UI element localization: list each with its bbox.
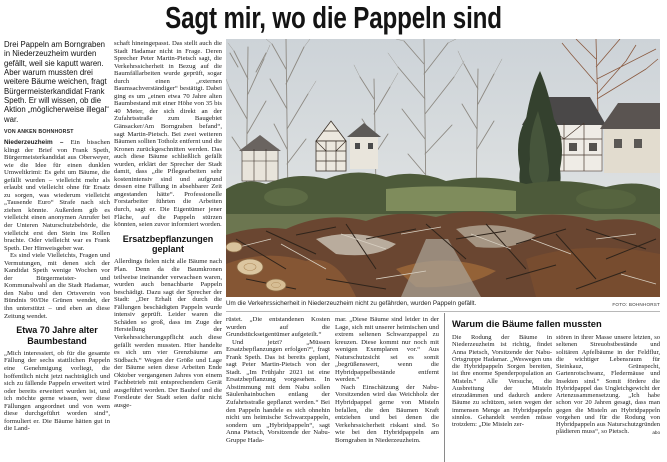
photo-credit: FOTO: BOHNHORST — [612, 302, 660, 307]
paragraph: Nach Einschätzung der Nabu-Vorsitzenden wird das Weichholz der Hybridpappel gerne von Misteln befallen, die den Bäumen Kraft entziehen und bei denen die Verkehrssicherheit riskant sind. So wie bei den Hybridpappeln am Borngraben in Niederzeuzheim. — [335, 383, 439, 444]
photo-caption: Um die Verkehrssicherheit in Niederzeuzheim nicht zu gefährden, wurden Pappeln gefällt. — [226, 300, 477, 307]
info-box-column-2 — [556, 334, 660, 462]
paragraph: schaft hineingepasst. Das stellt auch die Stadt Hadamar nicht in Frage. Deren Sprecher Peter Martin-Pietsch sagt, die Verkehrssicherheit in Bezug auf die Baumfällarbeiten wurde geprüft, sogar durch einen „externen Baumsachverständiger“ bestätigt. Dabei ging es um „einen etwa 70 Jahre alten Baumbestand mit einer Höhe von 35 bis 40 Meter, der sich direkt an der Zufahrtsstraße zum Baugebiet Gänsacker/Am Borngraben befand“, sagt Martin-Pietsch. Bei zwei weiteren Bäumen sollten Totholz entfernt und die Kronen zurückgeschnitten werden. Das auch diese Bäume schließlich gefällt wurden, erklärt der Sprecher der Stadt damit, dass „die Pflegearbeiten sehr kostenintensiv sind und aufgrund dessen eine Fällung in absehbarer Zeit angestanden hätte“. Professionelle Forstarbeiter führten die Arbeiten durch, sagt er. Die Eigentümer jener Fläche, auf die Pappeln stürzen könnten, seien zuvor informiert worden. — [114, 40, 222, 229]
byline: VON ANKEN BOHNHORST — [4, 129, 74, 135]
paragraph: Und jetzt? „Müssen Ersatzbepflanzungen erfolgen?“, fragt Frank Speth. Das ist bereits geplant, sagt Peter Martin-Pietsch von der Stadt. „Im Frühjahr 2021 ist eine Ersatzbepflanzung vorgesehen. In Abstimmung mit dem Nabu sollen Säulenhainbuchen entlang der Zufahrtsstraße gepflanzt werden.“ Bei den Pappeln handele es sich ohnehin nicht um heimische Schwarzpappeln, sondern um „Hybridpappeln“, sagt Anna Pietsch, Vorsitzende der Nabu-Gruppe Hada- — [226, 338, 330, 444]
photo-felled-poplars — [226, 39, 660, 297]
headline: Sagt mir, wo die Pappeln sind — [165, 0, 502, 35]
subheading: Etwa 70 Jahre alter Baumbestand — [16, 325, 98, 346]
paragraph: Es sind viele Vielleichts, Fragen und Vermutungen, mit denen sich der Kandidat Speth wenige Wochen vor der Bürgermeister- und Kommunalwahl an die Stadt Hadamar, den Nabu und den Ortsverein von Bündnis 90/Die Grünen wendet, der ihn unterstützt – und eben an diese Zeitung wendet. — [4, 252, 110, 320]
divider — [226, 311, 660, 312]
article-column-2 — [114, 40, 222, 462]
lead-paragraph — [4, 139, 110, 252]
info-box-title: Warum die Bäume fallen mussten — [452, 318, 602, 329]
paragraph: mar. „Diese Bäume sind leider in der Lage, sich mit unserer heimischen und extrem seltenen Schwarzpappel zu kreuzen. Diese kommt nur noch mit wenigen Exemplaren vor.“ Aus Naturschutzsicht sei es somit „begrüßenswert, wenn die Hybridpappelbestände entfernt werden.“ — [335, 316, 439, 384]
article-intro: Drei Pappeln am Borngraben in Niederzeuzheim wurden gefällt, weil sie kaputt waren. Aber warum mussten drei weitere Bäume weichen, fragt Bürgermeisterkandidat Frank Speth. Er will wissen, ob die Aktion „möglicherweise illegal“ war. — [4, 40, 109, 124]
article-column-3 — [226, 316, 330, 462]
paragraph — [556, 334, 660, 436]
info-box-text: stören in ihrer Masse unsere letzten, so seltenen Streuobstbestände und solitären Apfelbäume in der Feldflur, die wichtiger Lebensraum für Steinkauz, Grünspecht, Gartenrotschwanz, Fledermäuse und Insekten sind.“ Somit fördere die Hybridpappel das Ungleichgewicht der Artenzusammensetzung. „Ich habe schon vor 20 Jahren gesagt, dass man gegen die Misteln an Hybridpappeln vorgehen und für die Rodung von Hybridpappeln aus Naturschutzgründen plädieren muss“, so Pietsch. — [556, 334, 660, 436]
subheading: Ersatzbepflanzungen geplant — [122, 233, 214, 255]
article-column-1 — [4, 139, 110, 462]
paragraph: rüstet. „Die entstandenen Kosten wurden auf die Grundstückseigentümer aufgeteilt.“ — [226, 316, 330, 339]
dateline: Niederzeuzheim – — [4, 139, 64, 146]
lead-text: Ein bisschen klingt der Brief von Frank Speth, Bürgermeisterkandidat aus Oberweyer, wie die Idee für einen dunklen Umweltkrimi: Es geht um Bäume, die gefällt wurden – vielleicht mehr als erlaubt und vielleicht ohne für Ersatz zu sorgen, was wiederum vielleicht „Tausende Euro“ Strafe nach sich ziehen könnte. Außerdem gib es vielleicht einen anonymen Anrufer bei der Unteren Naturschutzbehörde, die vielleicht erst den Stein ins Rollen brachte. Oder vielleicht war es Frank Speth. Der Hinweisgeber war. — [4, 139, 110, 252]
paragraph: Allerdings fielen nicht alle Bäume nach Plan. Denn da die Baumkronen teilweise ineinander verwachsen waren, wurden auch benachbarte Pappeln beschädigt. Dazu sagt der Sprecher der Stadt: „Der Erhalt der durch die Fällungen beschädigten Pappeln wurde intensiv geprüft. Leider waren die Schäden so groß, dass im Zuge der Herstellung der Verkehrssicherungspflicht auch diese gefällt werden mussten. Hier handelte es sich um vier Grenzbäume am Südbach.“ Wegen der Größe und Lage der Bäume seien diese Arbeiten Ende Oktober vergangenen Jahres von einem Fachbetrieb mit entsprechendem Gerät ausgeführt worden. Der Bauhof und die Forstleute der Stadt seien dafür nicht ausge- — [114, 258, 222, 409]
info-box-column-1 — [452, 334, 552, 462]
author-signature: abo — [652, 430, 660, 436]
paragraph: „Mich interessiert, ob für die gesamte Fällung der sechs stattlichen Pappeln eine Genehmigung vorliegt, die hoffentlich nicht jetzt nachträglich und sich zu fällende Pappeln erweitert wird oder bereits erweitert wurden ist, und ich möchte gerne wissen, wer diese Fällungen angeordnet und von wem diese durchgeführt worden sind“, formuliert er. Die Bäume hätten gut in die Land- — [4, 349, 110, 433]
paragraph: Die Rodung der Bäume in Niederzeuzheim ist richtig, findet Anna Pietsch, Vorsitzende der Nabu-Ortsgruppe Hadamar. „Weswegen uns die Hybridpappeln Sorgen bereiten, ist ihre enorme Spenderpopulation an Misteln.“ Alle Versuche, die Ausbreitung der Misteln einzudämmen und dadurch andere Bäume zu schützen, seien wegen der immensen Menge an Hybridpappeln sinnlos. Gehandelt werden müsse trotzdem: „Die Misteln zer- — [452, 334, 552, 428]
article-column-4 — [335, 316, 439, 462]
